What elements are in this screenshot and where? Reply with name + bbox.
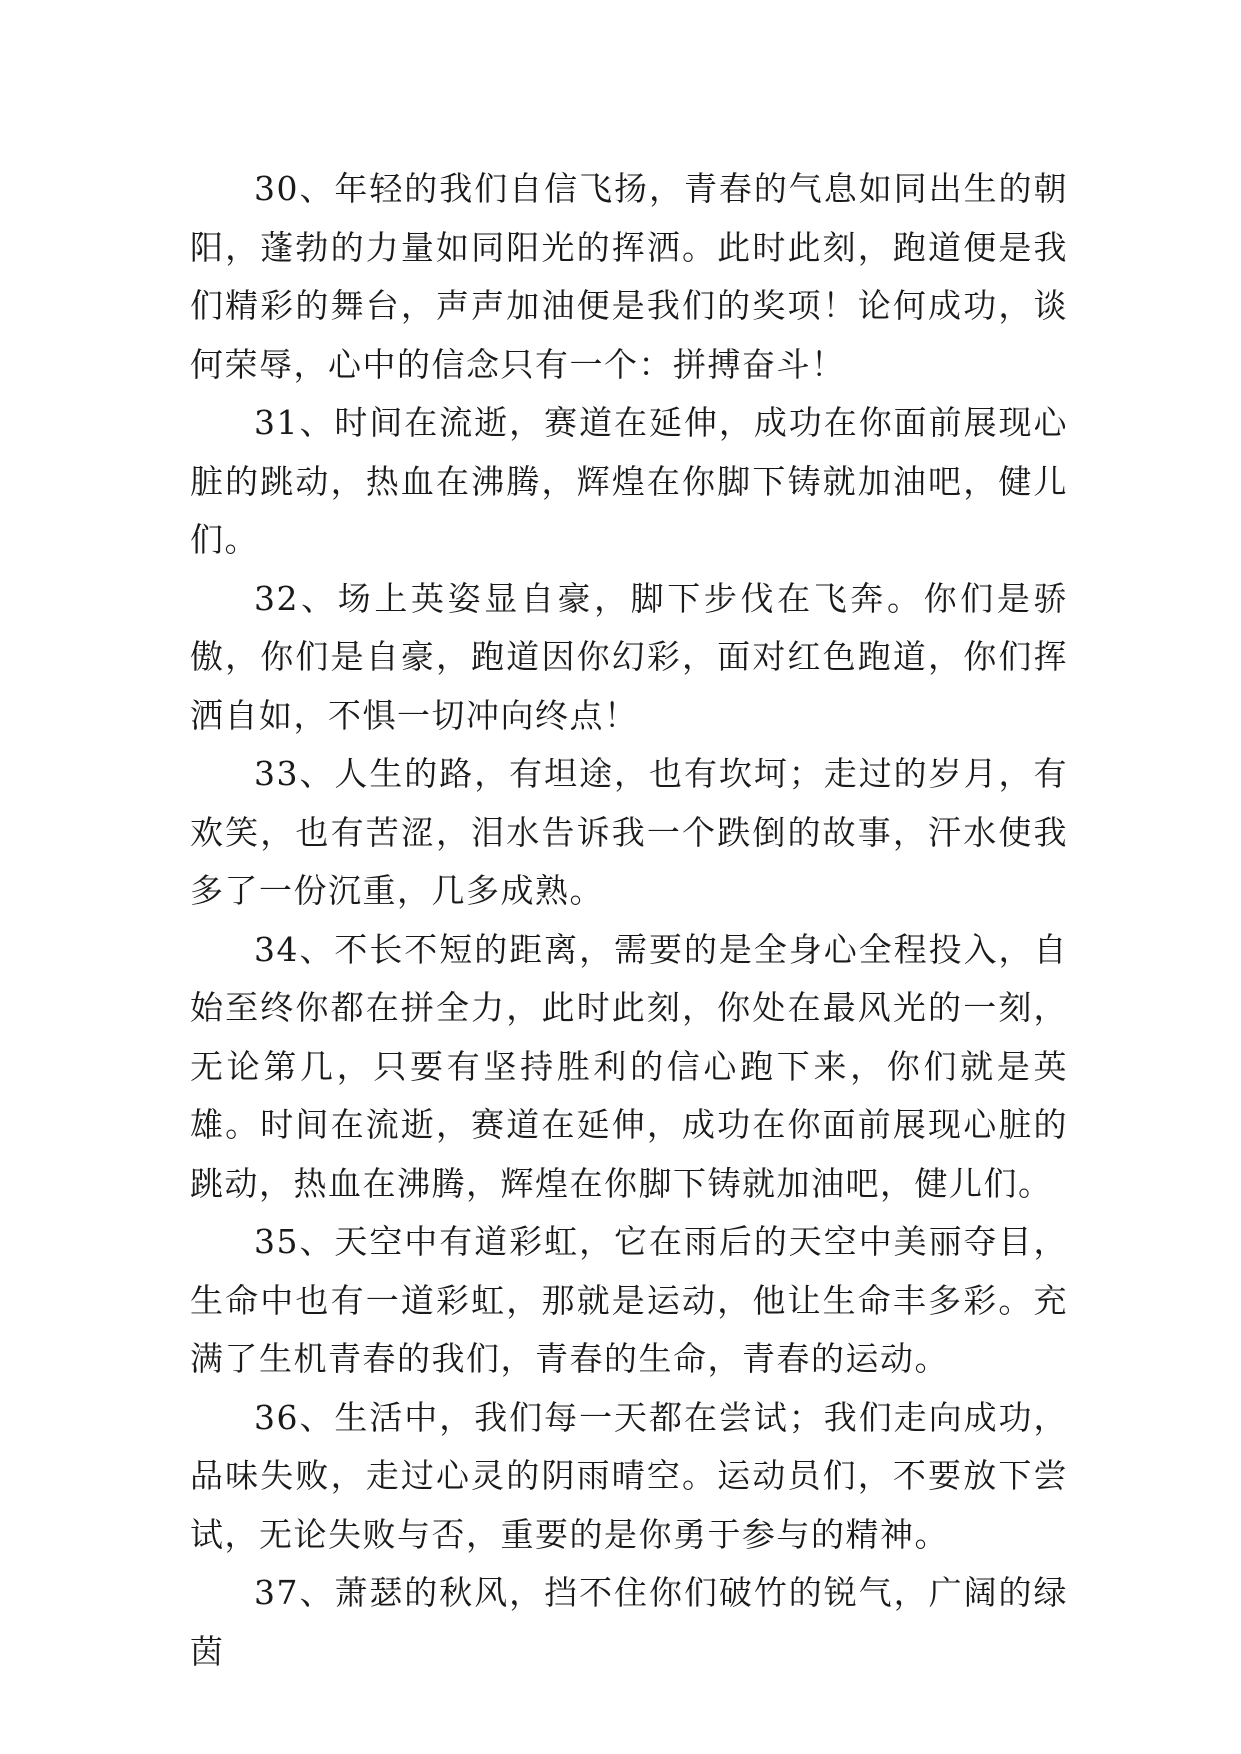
paragraph-31: 31、时间在流逝，赛道在延伸，成功在你面前展现心脏的跳动，热血在沸腾，辉煌在你脚下铸就加油吧，健儿们。 [190,403,1068,559]
paragraph-34: 34、不长不短的距离，需要的是全身心全程投入，自始至终你都在拼全力，此时此刻，你处在最风光的一刻，无论第几，只要有坚持胜利的信心跑下来，你们就是英雄。时间在流逝，赛道在延伸，成功在你面前展现心脏的跳动，热血在沸腾，辉煌在你脚下铸就加油吧，健儿们。 [190,929,1068,1203]
paragraph-35: 35、天空中有道彩虹，它在雨后的天空中美丽夺目，生命中也有一道彩虹，那就是运动，他让生命丰多彩。充满了生机青春的我们，青春的生命，青春的运动。 [190,1222,1068,1378]
paragraph-32: 32、场上英姿显自豪，脚下步伐在飞奔。你们是骄傲，你们是自豪，跑道因你幻彩，面对红色跑道，你们挥洒自如，不惧一切冲向终点！ [190,578,1068,735]
paragraph-33: 33、人生的路，有坦途，也有坎坷；走过的岁月，有欢笑，也有苦涩，泪水告诉我一个跌倒的故事，汗水使我多了一份沉重，几多成熟。 [190,754,1068,910]
paragraph-30: 30、年轻的我们自信飞扬，青春的气息如同出生的朝阳，蓬勃的力量如同阳光的挥洒。此时此刻，跑道便是我们精彩的舞台，声声加油便是我们的奖项！论何成功，谈何荣辱，心中的信念只有一个：拼搏奋斗！ [190,169,1068,384]
paragraph-36: 36、生活中，我们每一天都在尝试；我们走向成功，品味失败，走过心灵的阴雨晴空。运动员们，不要放下尝试，无论失败与否，重要的是你勇于参与的精神。 [190,1397,1068,1554]
paragraph-37: 37、萧瑟的秋风，挡不住你们破竹的锐气，广阔的绿茵 [190,1573,1068,1671]
document-body [190,160,1068,1681]
